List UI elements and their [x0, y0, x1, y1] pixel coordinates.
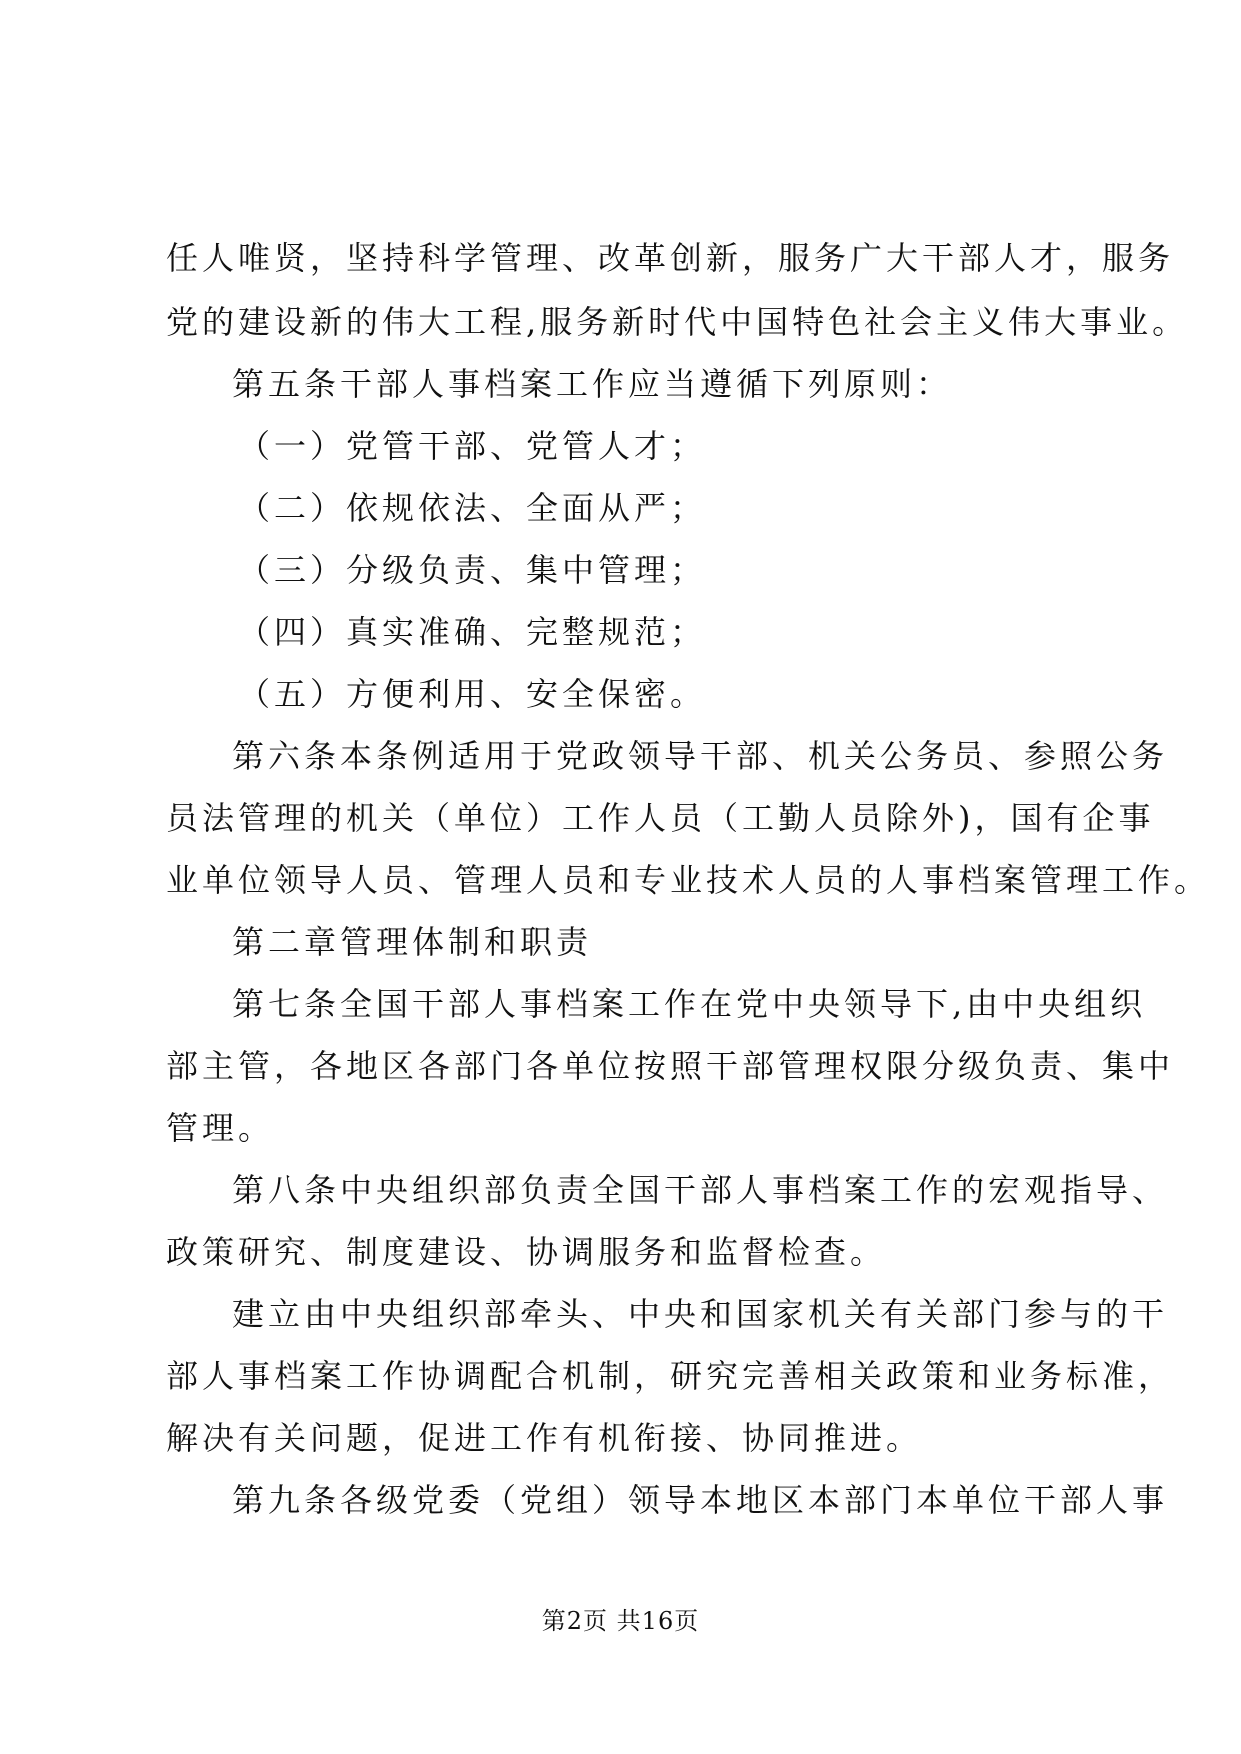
text-line: 党的建设新的伟大工程,服务新时代中国特色社会主义伟大事业。: [166, 303, 1189, 341]
article-6-text: 第六条本条例适用于党政领导干部、机关公务员、参照公务: [232, 737, 1169, 775]
text-line: 管理。: [166, 1109, 275, 1147]
principle-item: （四）真实准确、完整规范；: [238, 613, 707, 651]
chapter-heading: 第二章管理体制和职责: [232, 923, 593, 961]
principle-item: （五）方便利用、安全保密。: [238, 675, 707, 713]
article-7-text: 第七条全国干部人事档案工作在党中央领导下,由中央组织: [232, 985, 1147, 1023]
text-line: 员法管理的机关（单位）工作人员（工勤人员除外)，国有企事: [166, 799, 1155, 837]
text-line: 部主管，各地区各部门各单位按照干部管理权限分级负责、集中: [166, 1047, 1175, 1085]
text-line: 解决有关问题，促进工作有机衔接、协同推进。: [166, 1419, 923, 1457]
text-line: 政策研究、制度建设、协调服务和监督检查。: [166, 1233, 887, 1271]
text-line: 任人唯贤，坚持科学管理、改革创新，服务广大干部人才，服务: [166, 239, 1175, 277]
principle-item: （一）党管干部、党管人才；: [238, 427, 707, 465]
article-5-heading: 第五条干部人事档案工作应当遵循下列原则：: [232, 365, 953, 403]
paragraph-text: 建立由中央组织部牵头、中央和国家机关有关部门参与的干: [232, 1295, 1169, 1333]
article-8-text: 第八条中央组织部负责全国干部人事档案工作的宏观指导、: [232, 1171, 1169, 1209]
principle-item: （二）依规依法、全面从严；: [238, 489, 707, 527]
text-line: 业单位领导人员、管理人员和专业技术人员的人事档案管理工作。: [166, 861, 1211, 899]
text-line: 部人事档案工作协调配合机制，研究完善相关政策和业务标准，: [166, 1357, 1175, 1395]
page-footer: 第2页 共16页: [541, 1607, 700, 1635]
article-9-text: 第九条各级党委（党组）领导本地区本部门本单位干部人事: [232, 1481, 1169, 1519]
principle-item: （三）分级负责、集中管理；: [238, 551, 707, 589]
